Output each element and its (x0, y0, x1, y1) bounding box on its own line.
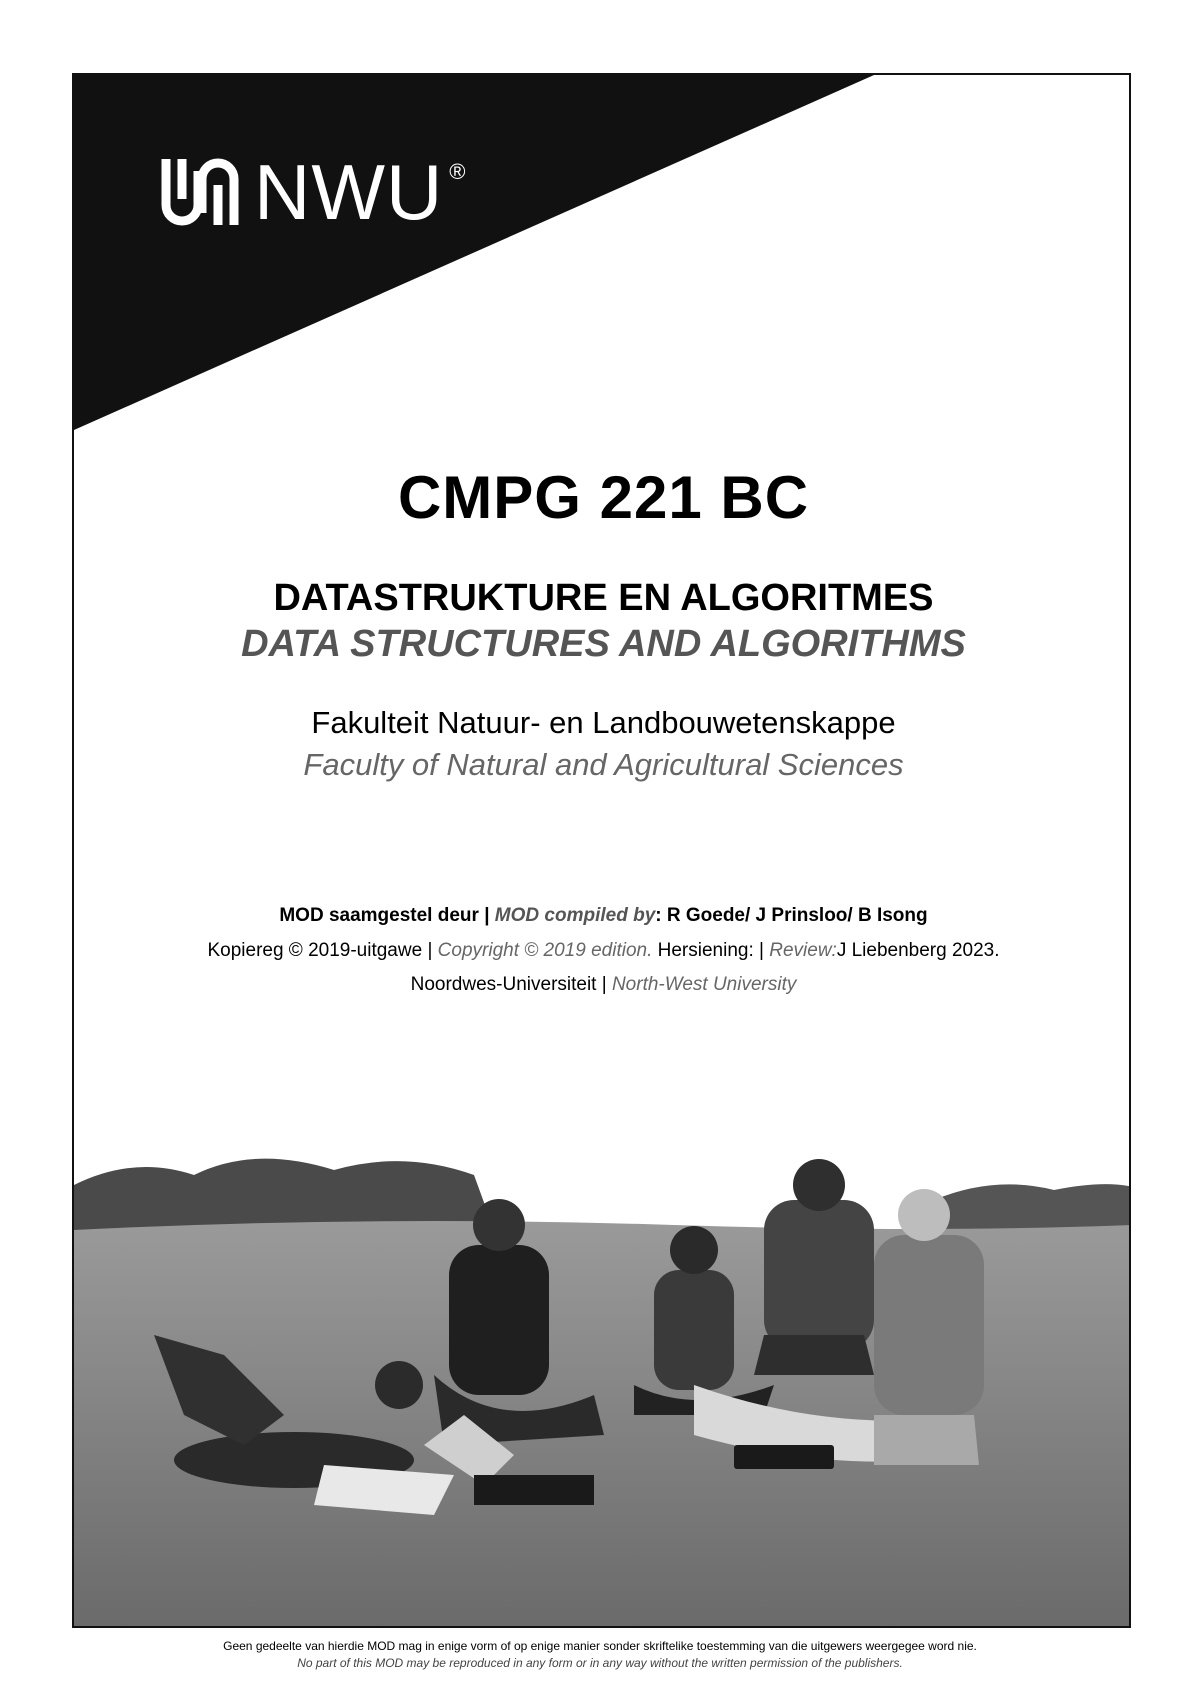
copyright-line (74, 940, 1131, 963)
nwu-logo (158, 148, 466, 236)
faculty-english: Faculty of Natural and Agricultural Sciences (303, 747, 904, 782)
logo-wordmark: NWU (254, 148, 444, 236)
university-line (74, 974, 1131, 997)
authors: : R Goede/ J Prinsloo/ B Isong (655, 905, 928, 926)
registered-mark: ® (449, 159, 466, 184)
revision-en: Review: (769, 940, 837, 961)
copyright-en: Copyright © 2019 edition. (437, 940, 653, 961)
reviewer: J Liebenberg 2023. (836, 940, 1000, 961)
copyright-af: Kopiereg © 2019-uitgawe | (207, 940, 438, 961)
cover-page (72, 73, 1131, 1628)
course-code: CMPG 221 BC (397, 464, 810, 531)
university-en: North-West University (611, 974, 797, 995)
students-photo (74, 1115, 1131, 1628)
compiled-af: MOD saamgestel deur | (279, 905, 495, 926)
university-af: Noordwes-Universiteit | (410, 974, 612, 995)
footer-notice-english: No part of this MOD may be reproduced in any form or in any way without the written permission of the publishers. (297, 1656, 903, 1670)
faculty-afrikaans: Fakulteit Natuur- en Landbouwetenskappe (311, 705, 896, 740)
revision-af: Hersiening: | (652, 940, 770, 961)
compiled-en: MOD compiled by (494, 905, 656, 926)
black-corner-band (74, 75, 1131, 495)
compiled-by-line (74, 905, 1131, 928)
nwu-emblem-icon (158, 153, 242, 231)
course-title-english: DATA STRUCTURES AND ALGORITHMS (241, 623, 966, 665)
course-title-afrikaans: DATASTRUKTURE EN ALGORITMES (273, 577, 934, 619)
footer-notice-afrikaans: Geen gedeelte van hierdie MOD mag in enige vorm of op enige manier sonder skriftelike toestemming van die uitgewers weergegee word nie. (223, 1639, 977, 1653)
